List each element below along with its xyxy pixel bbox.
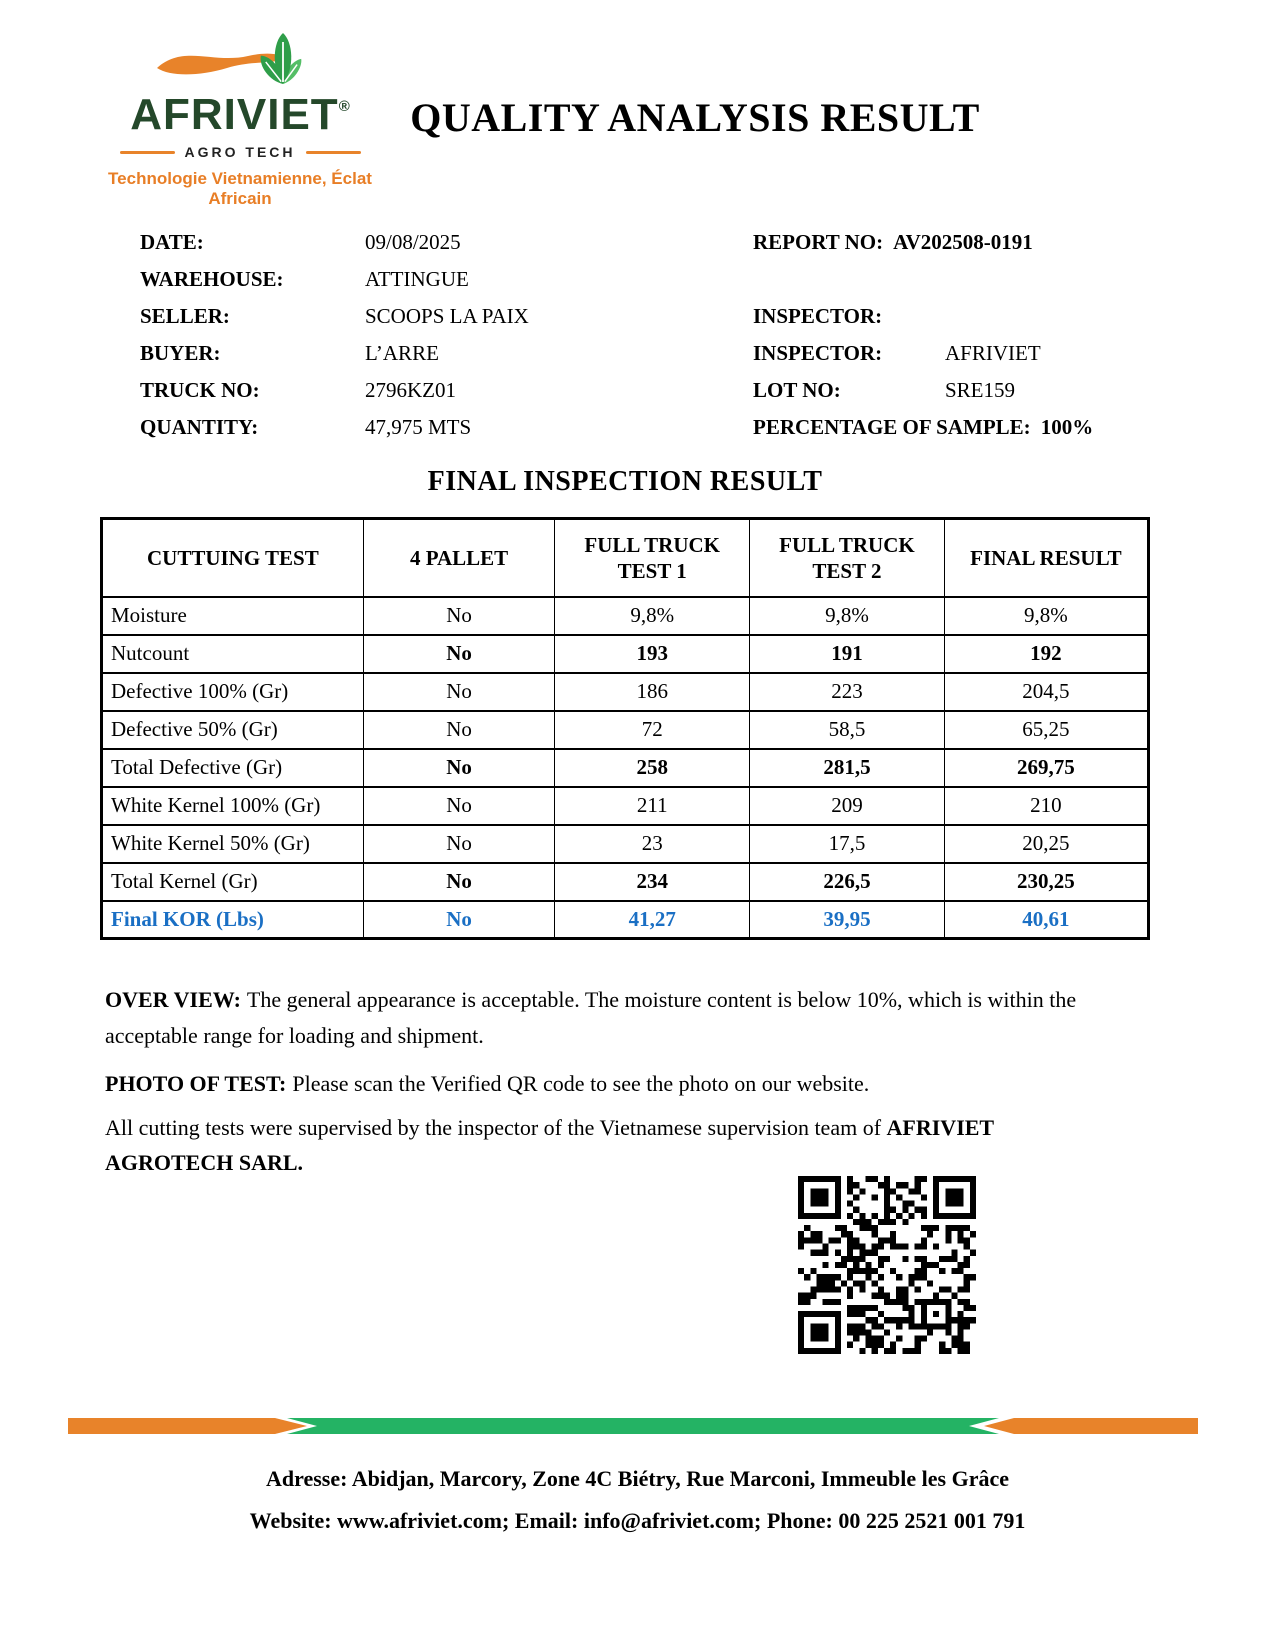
footer-address: Adresse: Abidjan, Marcory, Zone 4C Biétry, Rue Marconi, Immeuble les Grâce (265, 1466, 1010, 1491)
value-cell: 72 (555, 711, 750, 749)
value-cell: 9,8% (555, 597, 750, 635)
table-header-row (102, 519, 1149, 597)
value-cell: 9,8% (750, 597, 945, 635)
info-row-report-no: REPORT NO: AV202508-0191 (753, 230, 1033, 254)
test-name-cell: Total Defective (Gr) (102, 749, 364, 787)
info-row-inspector-1: INSPECTOR: (753, 304, 883, 328)
value-cell: 193 (555, 635, 750, 673)
value-cell: No (363, 863, 555, 901)
test-name-cell: White Kernel 100% (Gr) (102, 787, 364, 825)
info-row-sample-percentage: PERCENTAGE OF SAMPLE: 100% (753, 415, 1094, 439)
value-cell: No (363, 787, 555, 825)
column-header-full-truck-test-1: FULL TRUCK TEST 1 (555, 519, 750, 597)
value-cell: 23 (555, 825, 750, 863)
value-cell: 281,5 (750, 749, 945, 787)
info-row-blank (753, 261, 1193, 298)
value-cell: 269,75 (944, 749, 1148, 787)
supervision-note: All cutting tests were supervised by the inspector of the Vietnamese supervision team of AFRIVIET AGROTECH SARL. (105, 1115, 994, 1175)
value-cell: 210 (944, 787, 1148, 825)
overview-label: OVER VIEW: (105, 987, 241, 1012)
divider (306, 151, 361, 154)
value-cell: 209 (750, 787, 945, 825)
qr-code (798, 1176, 976, 1354)
table-row (102, 749, 1149, 787)
value-cell: 58,5 (750, 711, 945, 749)
inspection-table (100, 517, 1150, 940)
test-name-cell: Nutcount (102, 635, 364, 673)
info-row-quantity: QUANTITY: 47,975 MTS (140, 415, 472, 439)
column-header-cuttuing-test: CUTTUING TEST (102, 519, 364, 597)
test-name-cell: Defective 100% (Gr) (102, 673, 364, 711)
test-name-cell: Moisture (102, 597, 364, 635)
footer-contact: Website: www.afriviet.com; Email: info@afriviet.com; Phone: 00 225 2521 001 791 (249, 1508, 1026, 1533)
value-cell: No (363, 825, 555, 863)
value-cell: 65,25 (944, 711, 1148, 749)
info-row-warehouse: WAREHOUSE: ATTINGUE (140, 267, 469, 291)
value-cell: 40,61 (944, 901, 1148, 939)
table-row (102, 787, 1149, 825)
table-row (102, 597, 1149, 635)
value-cell: No (363, 635, 555, 673)
value-cell: 191 (750, 635, 945, 673)
table-row (102, 635, 1149, 673)
info-row-seller: SELLER: SCOOPS LA PAIX (140, 304, 529, 328)
logo-subtitle: AGRO TECH (100, 144, 380, 160)
value-cell: 9,8% (944, 597, 1148, 635)
column-header-full-truck-test-2: FULL TRUCK TEST 2 (750, 519, 945, 597)
value-cell: 41,27 (555, 901, 750, 939)
company-logo (100, 30, 380, 209)
leaves-icon (256, 33, 305, 88)
info-row-date: DATE: 09/08/2025 (140, 230, 461, 254)
brand-name: AFRIVIET® (130, 90, 350, 139)
table-row (102, 673, 1149, 711)
test-name-cell: Final KOR (Lbs) (102, 901, 364, 939)
value-cell: 192 (944, 635, 1148, 673)
info-row-buyer: BUYER: L’ARRE (140, 341, 439, 365)
page-title: QUALITY ANALYSIS RESULT (410, 95, 980, 140)
value-cell: No (363, 673, 555, 711)
value-cell: 186 (555, 673, 750, 711)
table-row (102, 825, 1149, 863)
value-cell: 204,5 (944, 673, 1148, 711)
value-cell: No (363, 901, 555, 939)
table-row (102, 863, 1149, 901)
test-name-cell: White Kernel 50% (Gr) (102, 825, 364, 863)
value-cell: 234 (555, 863, 750, 901)
info-row-inspector-2: INSPECTOR: AFRIVIET (753, 341, 1041, 365)
info-row-lot-no: LOT NO: SRE159 (753, 378, 1016, 402)
column-header-4-pallet: 4 PALLET (363, 519, 555, 597)
value-cell: 223 (750, 673, 945, 711)
info-row-truck-no: TRUCK NO: 2796KZ01 (140, 378, 456, 402)
value-cell: 20,25 (944, 825, 1148, 863)
table-row (102, 711, 1149, 749)
info-left-column (140, 224, 700, 446)
test-name-cell: Total Kernel (Gr) (102, 863, 364, 901)
value-cell: No (363, 711, 555, 749)
value-cell: 258 (555, 749, 750, 787)
info-right-column (753, 224, 1193, 446)
section-title: FINAL INSPECTION RESULT (427, 466, 823, 497)
value-cell: 211 (555, 787, 750, 825)
registered-mark: ® (338, 98, 350, 115)
logo-tagline: Technologie Vietnamienne, Éclat Africain (108, 169, 372, 208)
divider (120, 151, 175, 154)
inspection-table-body (102, 597, 1149, 939)
value-cell: 39,95 (750, 901, 945, 939)
value-cell: 230,25 (944, 863, 1148, 901)
photo-label: PHOTO OF TEST: (105, 1071, 287, 1096)
footer-ribbon (68, 1418, 1198, 1434)
value-cell: 226,5 (750, 863, 945, 901)
overview-note: OVER VIEW: The general appearance is acceptable. The moisture content is below 10%, which is within the acceptable range for loading and shipment. (105, 987, 1077, 1048)
test-name-cell: Defective 50% (Gr) (102, 711, 364, 749)
table-row (102, 901, 1149, 939)
value-cell: 17,5 (750, 825, 945, 863)
column-header-final-result: FINAL RESULT (944, 519, 1148, 597)
value-cell: No (363, 597, 555, 635)
value-cell: No (363, 749, 555, 787)
photo-note: PHOTO OF TEST: Please scan the Verified QR code to see the photo on our website. (105, 1071, 870, 1096)
logo-graphic (155, 30, 325, 92)
